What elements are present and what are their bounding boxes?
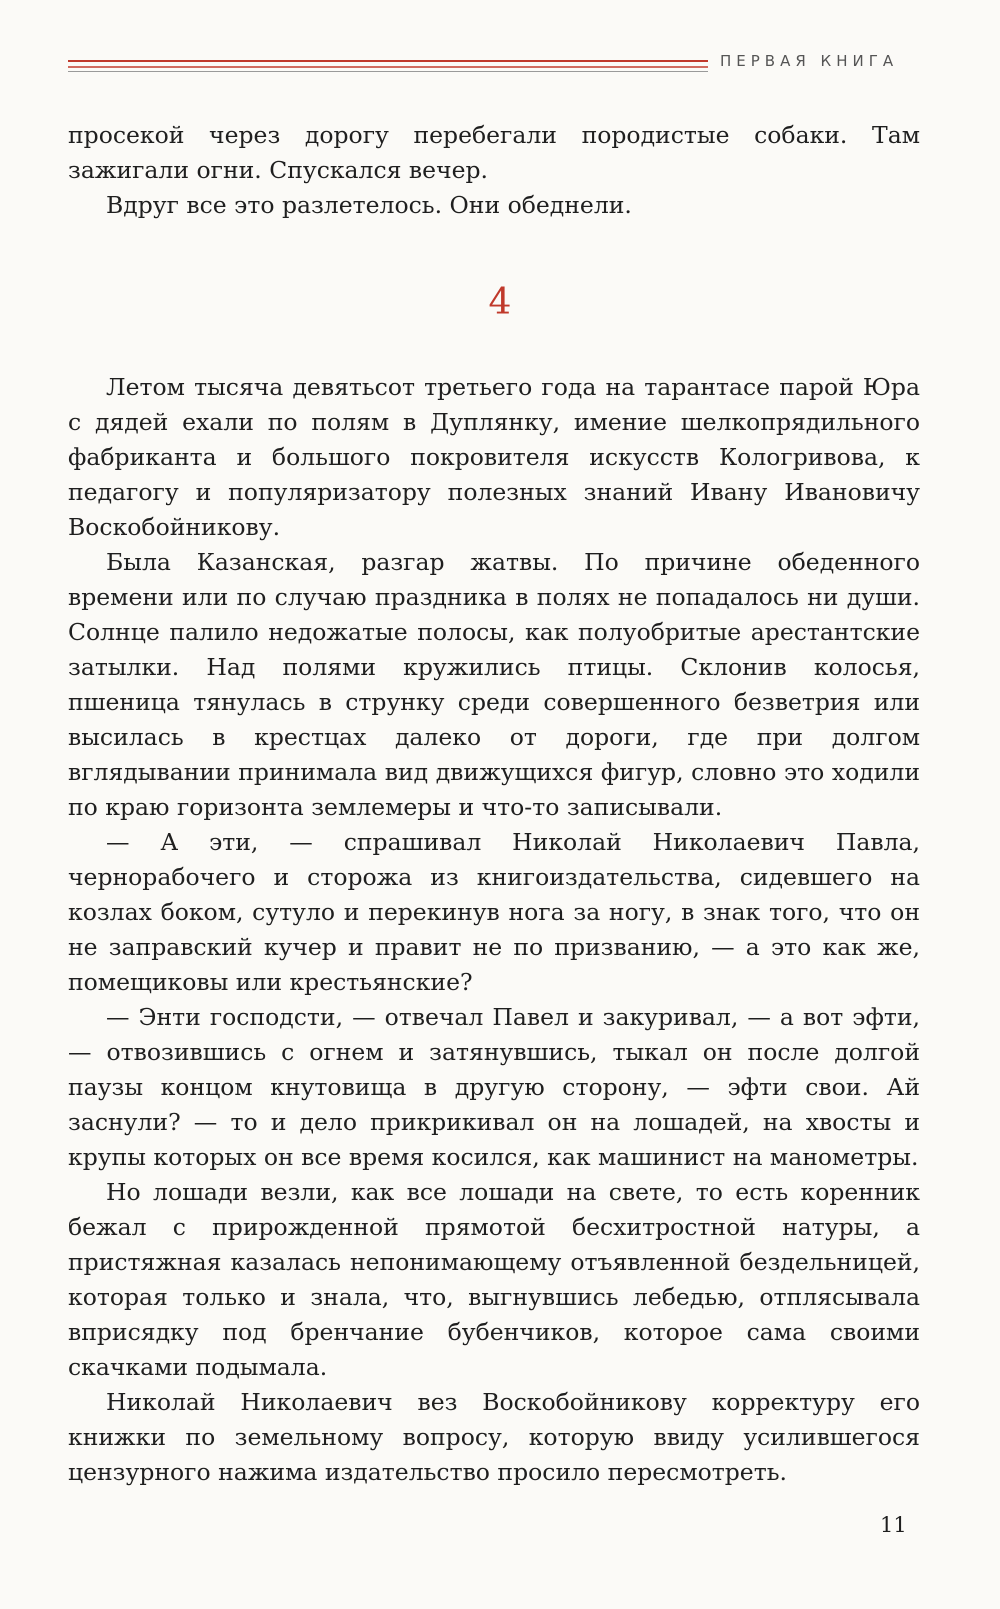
chapter-number: 4 <box>488 282 512 323</box>
paragraph: Вдруг все это разлетелось. Они обеднели. <box>106 191 632 219</box>
header-rule <box>68 60 708 62</box>
paragraph: Николай Николаевич вез Воскобойникову корректуру его книжки по земельному вопросу, которую ввиду усилившегося цензурного нажима издательство просило пересмотреть. <box>68 1388 920 1486</box>
header-rule <box>68 71 708 72</box>
running-head: ПЕРВАЯ КНИГА <box>720 52 899 70</box>
paragraph: Летом тысяча девятьсот третьего года на тарантасе парой Юра с дядей ехали по полям в Дуплянку, имение шелкопрядильного фабриканта и большого покровителя искусств Кологривова, к педагогу и популяризатору полезных знаний Ивану Ивановичу Воскобойникову. <box>68 373 920 541</box>
main-text-block <box>68 370 920 1490</box>
paragraph: просекой через дорогу перебегали породистые собаки. Там зажигали огни. Спускался вечер. <box>68 121 920 184</box>
paragraph: Но лошади везли, как все лошади на свете, то есть коренник бежал с прирожденной прямотой бесхитростной натуры, а пристяжная казалась непонимающему отъявленной бездельницей, которая только и знала, что, выгнувшись лебедью, отплясывала вприсядку под бренчание бубенчиков, которое сама своими скачками подымала. <box>68 1178 920 1381</box>
top-text-block <box>68 118 920 223</box>
header-rule <box>68 66 708 68</box>
page-number: 11 <box>880 1513 907 1537</box>
paragraph: Была Казанская, разгар жатвы. По причине обеденного времени или по случаю праздника в полях не попадалось ни души. Солнце палило недожатые полосы, как полуобритые арестантские затылки. Над полями кружились птицы. Склонив колосья, пшеница тянулась в струнку среди совершенного безветрия или высилась в крестцах далеко от дороги, где при долгом вглядывании принимала вид движущихся фигур, словно это ходили по краю горизонта землемеры и что-то записывали. <box>68 548 920 821</box>
paragraph: — А эти, — спрашивал Николай Николаевич Павла, чернорабочего и сторожа из книгоиздательства, сидевшего на козлах боком, сутуло и перекинув нога за ногу, в знак того, что он не заправский кучер и правит не по призванию, — а это как же, помещиковы или крестьянские? <box>68 828 920 996</box>
paragraph: — Энти господсти, — отвечал Павел и закуривал, — а вот эфти, — отвозившись с огнем и затянувшись, тыкал он после долгой паузы концом кнутовища в другую сторону, — эфти свои. Ай заснули? — то и дело прикрикивал он на лошадей, на хвосты и крупы которых он все время косился, как машинист на манометры. <box>68 1003 920 1171</box>
